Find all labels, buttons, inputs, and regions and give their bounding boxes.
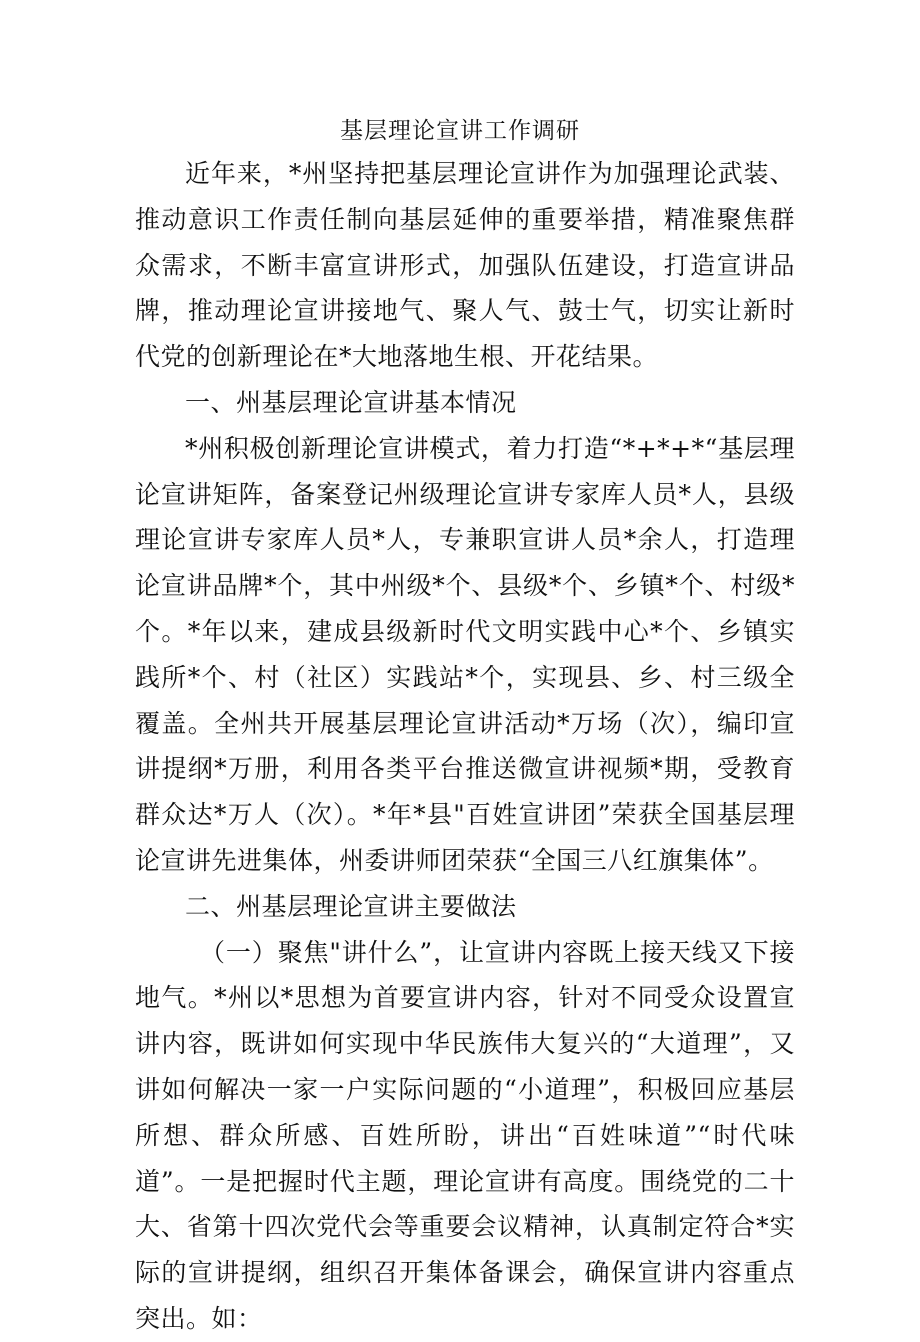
basic-situation-paragraph: *州积极创新理论宣讲模式，着力打造“*+*+*“基层理论宣讲矩阵，备案登记州级理论宣讲专家库人员*人，县级理论宣讲专家库人员*人，专兼职宣讲人员*余人，打造理论宣讲品牌*个，其中州级*个、县级*个、乡镇*个、村级*个。*年以来，建成县级新时代文明实践中心*个、乡镇实践所*个、村（社区）实践站*个，实现县、乡、村三级全覆盖。全州共开展基层理论宣讲活动*万场（次），编印宣讲提纲*万册，利用各类平台推送微宣讲视频*期，受教育群众达*万人（次）。*年*县"百姓宣讲团”荣获全国基层理论宣讲先进集体，州委讲师团荣获“全国三八红旗集体”。: [135, 433, 795, 875]
main-practices-paragraph: （一）聚焦"讲什么”，让宣讲内容既上接天线又下接地气。*州以*思想为首要宣讲内容，针对不同受众设置宣讲内容，既讲如何实现中华民族伟大复兴的“大道理”，又讲如何解决一家一户实际问题的“小道理”，积极回应基层所想、群众所感、百姓所盼，讲出“百姓味道”“时代味道”。一是把握时代主题，理论宣讲有高度。围绕党的二十大、省第十四次党代会等重要会议精神，认真制定符合*实际的宣讲提纲，组织召开集体备课会，确保宣讲内容重点突出。如：: [135, 937, 795, 1333]
document-title: 基层理论宣讲工作调研: [340, 118, 580, 144]
intro-paragraph: 近年来，*州坚持把基层理论宣讲作为加强理论武装、推动意识工作责任制向基层延伸的重要举措，精准聚焦群众需求，不断丰富宣讲形式，加强队伍建设，打造宣讲品牌，推动理论宣讲接地气、聚人气、鼓士气，切实让新时代党的创新理论在*大地落地生根、开花结果。: [135, 159, 795, 372]
section-heading-main-practices: 二、州基层理论宣讲主要做法: [185, 891, 517, 921]
document-body: [135, 151, 795, 1342]
section-heading-basic-situation: 一、州基层理论宣讲基本情况: [185, 387, 517, 417]
